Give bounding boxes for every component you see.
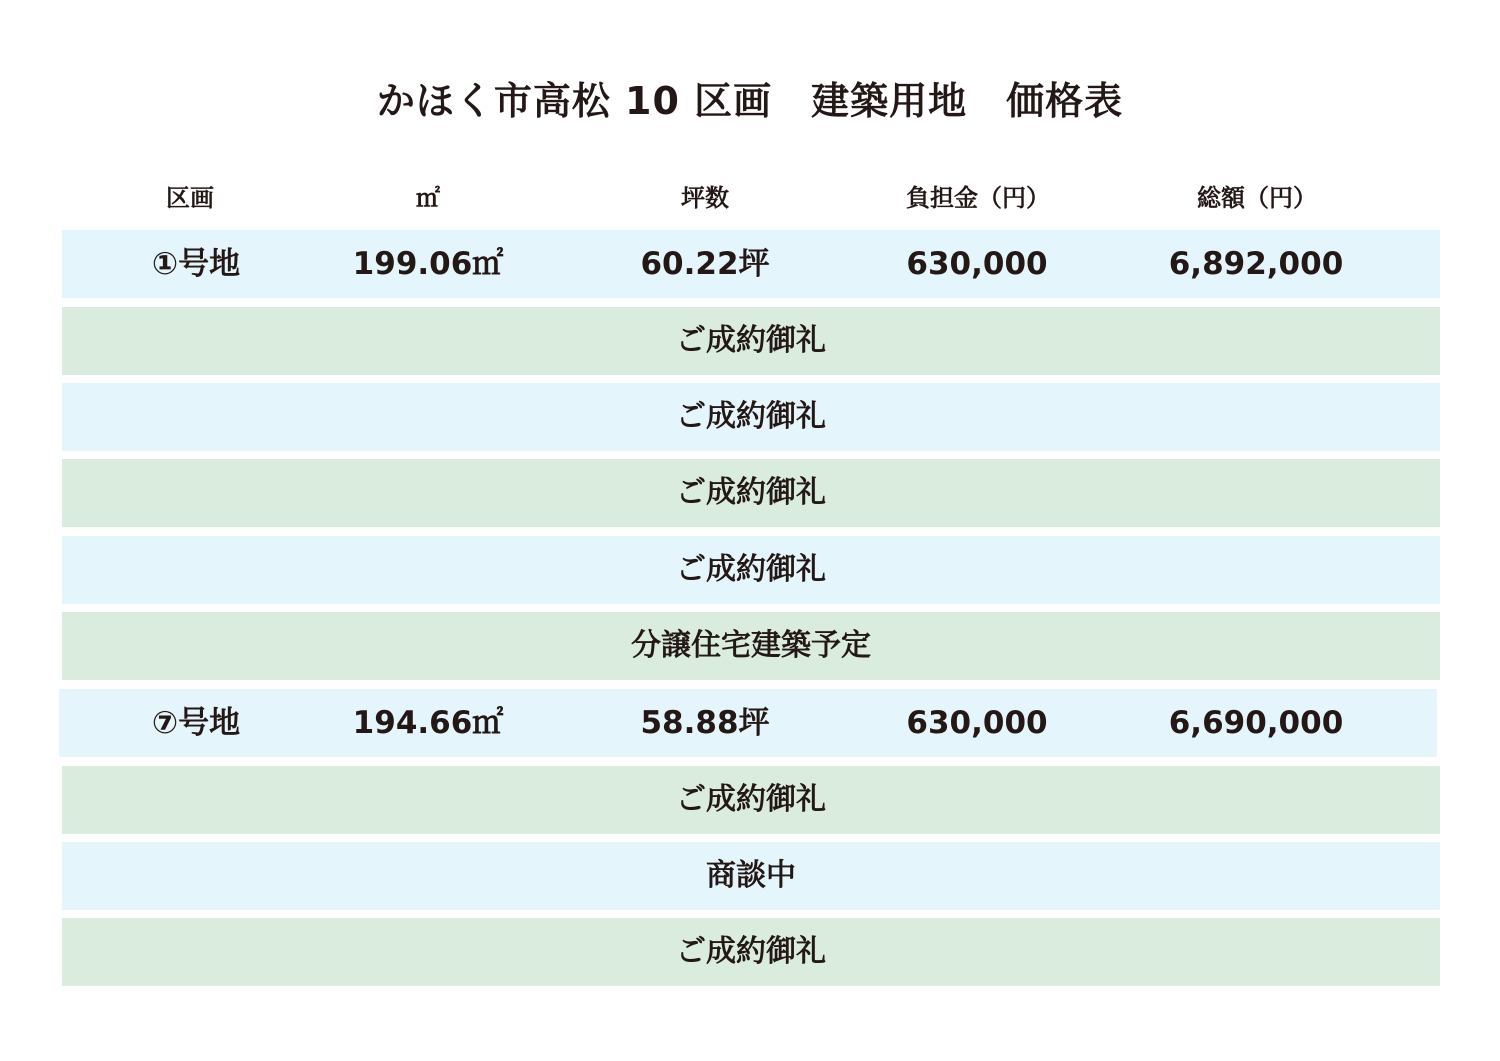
area-cell: 194.66㎡ (352, 705, 504, 741)
area-cell: 199.06㎡ (352, 246, 504, 282)
column-header-tsubo: 坪数 (681, 184, 729, 212)
table-row (62, 918, 1440, 986)
column-header-total: 総額（円） (1197, 184, 1317, 212)
total-cell: 6,690,000 (1168, 705, 1344, 741)
column-header-fee: 負担金（円） (906, 184, 1050, 212)
total-cell: 6,892,000 (1168, 246, 1344, 282)
status-text: ご成約御礼 (676, 782, 826, 817)
tsubo-cell: 58.88坪 (640, 705, 770, 741)
table-row (62, 766, 1440, 834)
status-text: ご成約御礼 (676, 399, 826, 434)
fee-cell: 630,000 (906, 246, 1048, 282)
table-row (62, 230, 1440, 298)
status-text: 商談中 (706, 858, 796, 893)
lot-cell: ①号地 (151, 246, 241, 282)
fee-cell: 630,000 (906, 705, 1048, 741)
table-row (62, 307, 1440, 375)
table-row (62, 459, 1440, 527)
tsubo-cell: 60.22坪 (640, 246, 770, 282)
status-text: ご成約御礼 (676, 552, 826, 587)
lot-cell: ⑦号地 (151, 705, 241, 741)
table-row (62, 536, 1440, 604)
page-title: かほく市高松 10 区画 建築用地 価格表 (376, 79, 1124, 123)
table-row (62, 612, 1440, 680)
table-row (62, 383, 1440, 451)
column-header-lot: 区画 (166, 184, 214, 212)
table-header (0, 178, 1500, 218)
table-row (62, 842, 1440, 910)
status-text: ご成約御礼 (676, 475, 826, 510)
status-text: ご成約御礼 (676, 934, 826, 969)
table-row (59, 689, 1437, 757)
status-text: ご成約御礼 (676, 323, 826, 358)
column-header-area: ㎡ (416, 184, 440, 212)
status-text: 分譲住宅建築予定 (631, 628, 871, 663)
